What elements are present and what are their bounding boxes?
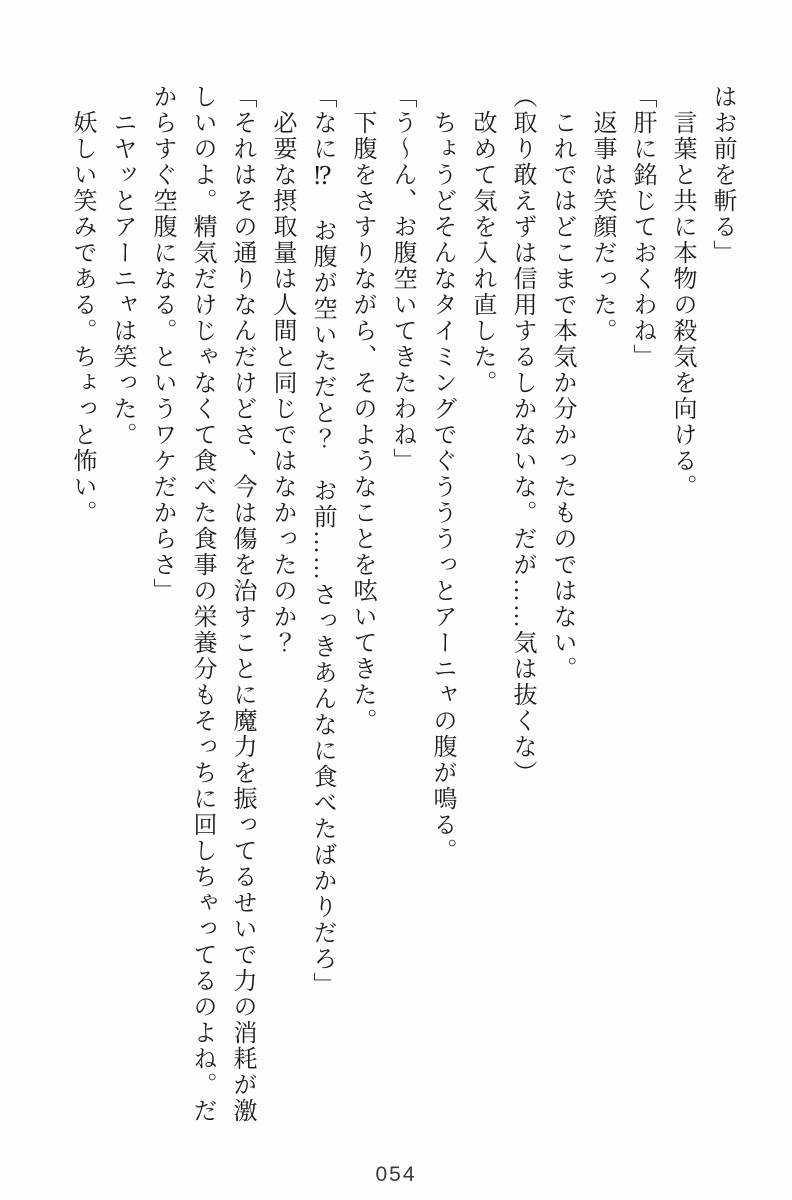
text-line: これではどこまで本気か分かったものではない。 bbox=[549, 110, 575, 682]
text-line: はお前を斬る」 bbox=[709, 84, 735, 266]
text-line: 「う〜ん、お腹空いてきたわね」 bbox=[389, 84, 415, 474]
text-line: ちょうどそんなタイミングでぐうううっとアーニャの腹が鳴る。 bbox=[429, 110, 455, 864]
text-line: 妖しい笑みである。ちょっと怖い。 bbox=[69, 110, 95, 526]
text-line: ニヤッとアーニャは笑った。 bbox=[109, 110, 135, 448]
text-line: しいのよ。精気だけじゃなくて食べた食事の栄養分もそっちに回しちゃってるのよね。だ bbox=[189, 84, 215, 1124]
text-line: 「なに⁉ お腹が空いただと？ お前……さっきあんなに食べたばかりだろ」 bbox=[309, 84, 335, 998]
text-line: 必要な摂取量は人間と同じではなかったのか？ bbox=[269, 110, 295, 656]
text-line: からすぐ空腹になる。というワケだからさ」 bbox=[149, 84, 175, 604]
text-line: 「それはその通りなんだけどさ、今は傷を治すことに魔力を振ってるせいで力の消耗が激 bbox=[229, 84, 255, 1124]
text-line: 下腹をさすりながら、そのようなことを呟いてきた。 bbox=[349, 110, 375, 734]
text-line: （取り敢えずは信用するしかないな。だが……気は抜くな） bbox=[509, 84, 535, 786]
text-line: 言葉と共に本物の殺気を向ける。 bbox=[669, 110, 695, 500]
text-line: 返事は笑顔だった。 bbox=[589, 110, 615, 344]
text-line: 改めて気を入れ直した。 bbox=[469, 110, 495, 396]
text-line: 「肝に銘じておくわね」 bbox=[629, 84, 655, 370]
vertical-text-block bbox=[62, 84, 742, 1144]
page-number: 054 bbox=[375, 1163, 417, 1186]
